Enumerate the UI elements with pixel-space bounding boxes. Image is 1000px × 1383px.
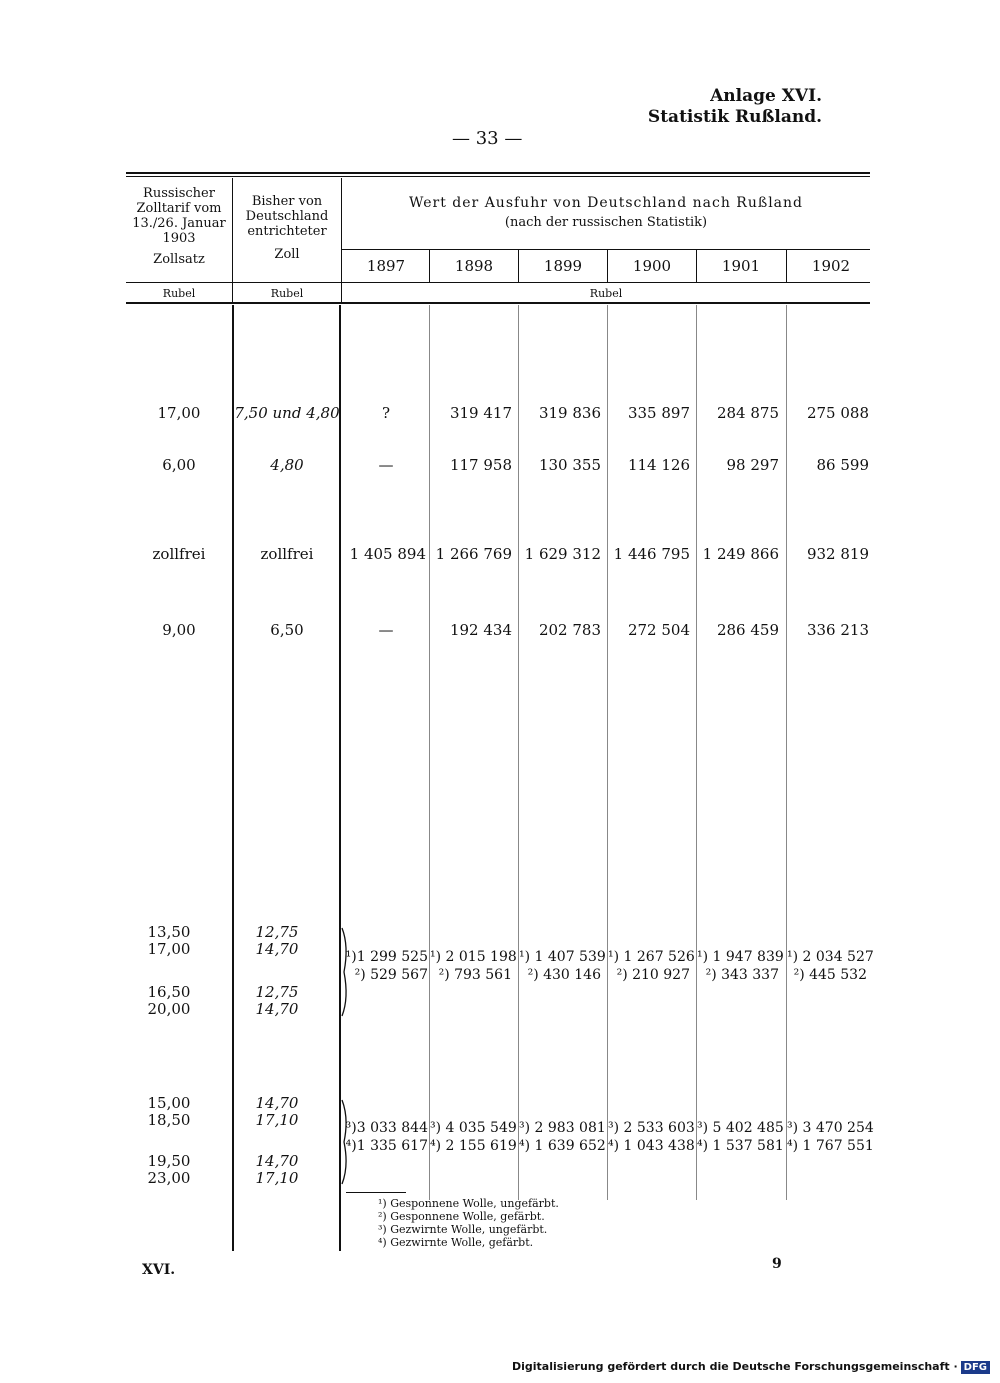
header-col-paid: [234, 194, 340, 262]
gB-paid-1: 14,70: [255, 1094, 299, 1112]
annex-heading: [648, 86, 822, 128]
gB-1897-a: ³)3 033 844: [345, 1120, 428, 1136]
groupA-1899: [519, 948, 606, 984]
gB-1902-a: ³) 3 470 254: [787, 1120, 874, 1136]
gA-tariff-4: 20,00: [147, 1000, 191, 1018]
gA-paid-1: 12,75: [255, 923, 299, 941]
groupA-1898: [430, 948, 517, 984]
footnote-3: ³) Gezwirnte Wolle, ungefärbt.: [378, 1223, 548, 1236]
gA-tariff-1: 13,50: [147, 923, 191, 941]
year-1899: 1899: [543, 257, 583, 275]
row4-tariff: 9,00: [162, 621, 196, 639]
row1-v1898: 319 417: [449, 404, 512, 422]
row2-tariff: 6,00: [162, 456, 196, 474]
row3-v1897: 1 405 894: [349, 545, 426, 563]
year-1898: 1898: [454, 257, 494, 275]
row2-v1901: 98 297: [726, 456, 779, 474]
row3-v1899: 1 629 312: [524, 545, 601, 563]
header-col-tariff-unit: Rubel: [162, 287, 196, 300]
hdr-c1-l3: 13./26. Januar: [132, 216, 226, 231]
year-1897: 1897: [366, 257, 406, 275]
gA-1901-a: ¹) 1 947 839: [697, 949, 784, 965]
groupA-tariffs: [126, 924, 212, 1018]
row4-paid: 6,50: [270, 621, 304, 639]
hdr-c2-l2: Deutschland: [245, 209, 329, 224]
gA-1902-b: ²) 445 532: [793, 967, 867, 983]
row1-v1901: 284 875: [716, 404, 779, 422]
annex-title: Anlage XVI.: [710, 86, 822, 106]
gA-1900-a: ¹) 1 267 526: [608, 949, 695, 965]
unit-rule: [126, 282, 870, 283]
gA-1898-b: ²) 793 561: [438, 967, 512, 983]
gB-1899-a: ³) 2 983 081: [519, 1120, 606, 1136]
gA-1897-b: ²) 529 567: [354, 967, 428, 983]
header-span-title: [342, 196, 870, 230]
row3-paid: zollfrei: [260, 545, 314, 563]
gB-tariff-1: 15,00: [147, 1094, 191, 1112]
gA-1899-b: ²) 430 146: [527, 967, 601, 983]
row1-v1902: 275 088: [806, 404, 869, 422]
row1-paid: 7,50 und 4,80: [234, 404, 340, 422]
footnotes: [378, 1197, 559, 1249]
digitization-credit: [512, 1360, 990, 1374]
groupB-tariffs: [126, 1095, 212, 1187]
row2-v1897: —: [378, 456, 394, 474]
gB-paid-2: 17,10: [255, 1111, 299, 1129]
row3-v1898: 1 266 769: [435, 545, 512, 563]
groupA-1897: [342, 948, 428, 984]
annex-subtitle: Statistik Rußland.: [647, 107, 822, 127]
gB-1900-b: ⁴) 1 043 438: [608, 1138, 695, 1154]
col-sep-4: [696, 305, 697, 1200]
year-1901: 1901: [721, 257, 761, 275]
groupB-1900: [608, 1119, 695, 1155]
years-rule: [342, 249, 870, 250]
row2-paid: 4,80: [270, 456, 304, 474]
groupB-1901: [697, 1119, 784, 1155]
dfg-logo-icon: DFG: [961, 1361, 990, 1374]
row1-v1897: ?: [381, 404, 391, 422]
gA-1902-a: ¹) 2 034 527: [787, 949, 874, 965]
gA-tariff-2: 17,00: [147, 940, 191, 958]
footnote-2: ²) Gesponnene Wolle, gefärbt.: [378, 1210, 545, 1223]
col-sep-3: [607, 305, 608, 1200]
footnote-rule: [346, 1192, 406, 1193]
top-rule-1: [126, 172, 870, 174]
gB-tariff-2: 18,50: [147, 1111, 191, 1129]
row4-v1897: —: [378, 621, 394, 639]
row2-v1900: 114 126: [627, 456, 690, 474]
gA-paid-2: 14,70: [255, 940, 299, 958]
gB-1900-a: ³) 2 533 603: [608, 1120, 695, 1136]
gA-paid-3: 12,75: [255, 983, 299, 1001]
groupB-1902: [787, 1119, 874, 1155]
row2-v1899: 130 355: [538, 456, 601, 474]
hdr-vline-1: [232, 178, 233, 303]
gA-1897-a: ¹)1 299 525: [345, 949, 428, 965]
credit-text: Digitalisierung gefördert durch die Deutsche Forschungsgemeinschaft ·: [511, 1360, 958, 1373]
hdr-span-l2: (nach der russischen Statistik): [504, 215, 708, 230]
gB-1898-b: ⁴) 2 155 619: [430, 1138, 517, 1154]
gB-1902-b: ⁴) 1 767 551: [787, 1138, 874, 1154]
row3-v1901: 1 249 866: [702, 545, 779, 563]
hdr-c2-l4: Zoll: [274, 247, 300, 262]
header-col-paid-unit: Rubel: [270, 287, 304, 300]
groupA-1900: [608, 948, 695, 984]
row4-v1902: 336 213: [806, 621, 869, 639]
footnote-4: ⁴) Gezwirnte Wolle, gefärbt.: [378, 1236, 534, 1249]
gB-1899-b: ⁴) 1 639 652: [519, 1138, 606, 1154]
row4-v1901: 286 459: [716, 621, 779, 639]
year-1900: 1900: [632, 257, 672, 275]
hdr-c1-l1: Russischer: [143, 186, 215, 201]
gB-1901-a: ³) 5 402 485: [697, 1120, 784, 1136]
col-sep-1: [429, 305, 430, 1200]
signature-mark: XVI.: [142, 1262, 176, 1278]
groupA-1901: [697, 948, 784, 984]
row4-v1900: 272 504: [627, 621, 690, 639]
row3-v1902: 932 819: [806, 545, 869, 563]
gB-1897-b: ⁴)1 335 617: [345, 1138, 428, 1154]
hdr-c2-l3: entrichteter: [247, 224, 327, 239]
row3-v1900: 1 446 795: [613, 545, 690, 563]
gA-tariff-3: 16,50: [147, 983, 191, 1001]
footnote-1: ¹) Gesponnene Wolle, ungefärbt.: [378, 1197, 559, 1210]
header-span-unit: Rubel: [589, 287, 623, 300]
row1-v1899: 319 836: [538, 404, 601, 422]
sheet-number: 9: [772, 1256, 782, 1272]
groupB-paid: [234, 1095, 320, 1187]
gB-1898-a: ³) 4 035 549: [430, 1120, 517, 1136]
groupB-1899: [519, 1119, 606, 1155]
row2-v1898: 117 958: [449, 456, 512, 474]
header-bottom-rule: [126, 302, 870, 304]
hdr-span-l1: Wert der Ausfuhr von Deutschland nach Rußland: [409, 195, 803, 211]
gA-1898-a: ¹) 2 015 198: [430, 949, 517, 965]
page-number: — 33 —: [452, 128, 523, 149]
year-1902: 1902: [811, 257, 851, 275]
top-rule-2: [126, 176, 870, 177]
gB-paid-4: 17,10: [255, 1169, 299, 1187]
gA-paid-4: 14,70: [255, 1000, 299, 1018]
col-sep-5: [786, 305, 787, 1200]
gB-paid-3: 14,70: [255, 1152, 299, 1170]
row4-v1898: 192 434: [449, 621, 512, 639]
gB-1901-b: ⁴) 1 537 581: [697, 1138, 784, 1154]
hdr-c1-l2: Zolltarif vom: [136, 201, 222, 216]
gB-tariff-3: 19,50: [147, 1152, 191, 1170]
hdr-c1-l4: 1903: [162, 231, 196, 246]
gA-1900-b: ²) 210 927: [616, 967, 690, 983]
gA-1899-a: ¹) 1 407 539: [519, 949, 606, 965]
header-col-tariff: [126, 186, 232, 267]
col-sep-2: [518, 305, 519, 1200]
row1-v1900: 335 897: [627, 404, 690, 422]
gA-1901-b: ²) 343 337: [705, 967, 779, 983]
row3-tariff: zollfrei: [152, 545, 206, 563]
row4-v1899: 202 783: [538, 621, 601, 639]
groupB-1897: [342, 1119, 428, 1155]
row2-v1902: 86 599: [816, 456, 869, 474]
groupA-1902: [787, 948, 874, 984]
row1-tariff: 17,00: [157, 404, 201, 422]
gB-tariff-4: 23,00: [147, 1169, 191, 1187]
groupA-paid: [234, 924, 320, 1018]
groupB-1898: [430, 1119, 517, 1155]
hdr-c2-l1: Bisher von: [251, 194, 323, 209]
hdr-c1-l5: Zollsatz: [153, 252, 205, 267]
